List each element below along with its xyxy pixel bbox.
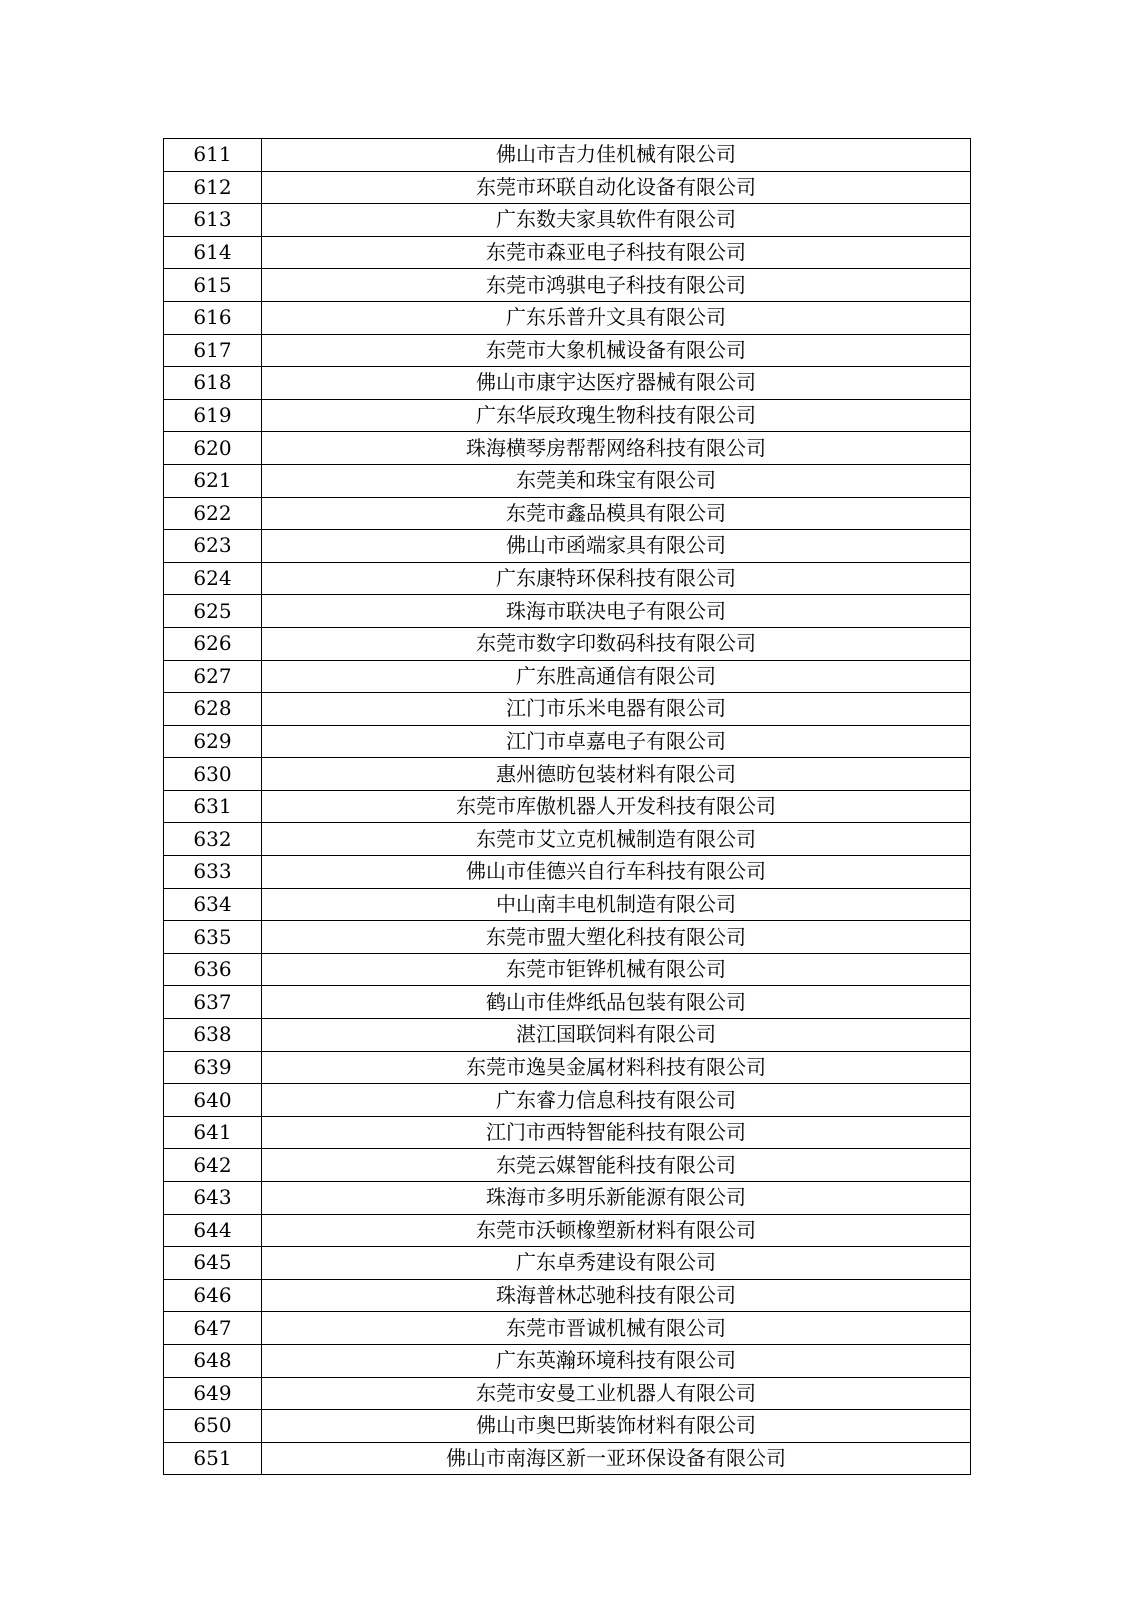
table-row <box>164 367 971 400</box>
row-number: 636 <box>164 953 262 986</box>
company-name: 珠海横琴房帮帮网络科技有限公司 <box>262 432 971 465</box>
company-name: 江门市卓嘉电子有限公司 <box>262 725 971 758</box>
company-name: 东莞市环联自动化设备有限公司 <box>262 171 971 204</box>
table-row <box>164 236 971 269</box>
row-number: 641 <box>164 1116 262 1149</box>
table-row <box>164 399 971 432</box>
table-row <box>164 693 971 726</box>
company-name: 佛山市函端家具有限公司 <box>262 530 971 563</box>
company-name: 广东英瀚环境科技有限公司 <box>262 1344 971 1377</box>
row-number: 622 <box>164 497 262 530</box>
company-name: 广东胜高通信有限公司 <box>262 660 971 693</box>
row-number: 629 <box>164 725 262 758</box>
company-name: 江门市乐米电器有限公司 <box>262 693 971 726</box>
row-number: 639 <box>164 1051 262 1084</box>
company-name: 广东数夫家具软件有限公司 <box>262 204 971 237</box>
table-row <box>164 139 971 172</box>
table-row <box>164 595 971 628</box>
row-number: 640 <box>164 1084 262 1117</box>
company-name: 东莞市艾立克机械制造有限公司 <box>262 823 971 856</box>
row-number: 621 <box>164 464 262 497</box>
company-name: 佛山市奥巴斯装饰材料有限公司 <box>262 1410 971 1443</box>
company-name: 佛山市吉力佳机械有限公司 <box>262 139 971 172</box>
table-row <box>164 530 971 563</box>
company-name: 东莞市森亚电子科技有限公司 <box>262 236 971 269</box>
company-name: 东莞美和珠宝有限公司 <box>262 464 971 497</box>
table-row <box>164 1279 971 1312</box>
company-name: 广东睿力信息科技有限公司 <box>262 1084 971 1117</box>
company-name: 佛山市康宇达医疗器械有限公司 <box>262 367 971 400</box>
row-number: 647 <box>164 1312 262 1345</box>
company-name: 珠海普林芯驰科技有限公司 <box>262 1279 971 1312</box>
table-row <box>164 627 971 660</box>
table-row <box>164 660 971 693</box>
company-name: 东莞市逸昊金属材料科技有限公司 <box>262 1051 971 1084</box>
table-row <box>164 1442 971 1475</box>
table-row <box>164 725 971 758</box>
company-name: 东莞市大象机械设备有限公司 <box>262 334 971 367</box>
row-number: 642 <box>164 1149 262 1182</box>
company-name: 东莞市沃顿橡塑新材料有限公司 <box>262 1214 971 1247</box>
table-row <box>164 171 971 204</box>
row-number: 616 <box>164 301 262 334</box>
row-number: 620 <box>164 432 262 465</box>
row-number: 649 <box>164 1377 262 1410</box>
table-row <box>164 1377 971 1410</box>
table-row <box>164 562 971 595</box>
company-name: 东莞云媒智能科技有限公司 <box>262 1149 971 1182</box>
row-number: 628 <box>164 693 262 726</box>
table-row <box>164 790 971 823</box>
table-row <box>164 1344 971 1377</box>
table-row <box>164 921 971 954</box>
company-name: 东莞市钜铧机械有限公司 <box>262 953 971 986</box>
row-number: 650 <box>164 1410 262 1443</box>
table-row <box>164 1084 971 1117</box>
row-number: 645 <box>164 1247 262 1280</box>
row-number: 625 <box>164 595 262 628</box>
table-row <box>164 1214 971 1247</box>
table-row <box>164 1116 971 1149</box>
company-name: 佛山市南海区新一亚环保设备有限公司 <box>262 1442 971 1475</box>
row-number: 635 <box>164 921 262 954</box>
company-name: 珠海市多明乐新能源有限公司 <box>262 1182 971 1215</box>
row-number: 630 <box>164 758 262 791</box>
table-row <box>164 1149 971 1182</box>
table-row <box>164 334 971 367</box>
row-number: 631 <box>164 790 262 823</box>
company-name: 东莞市库傲机器人开发科技有限公司 <box>262 790 971 823</box>
row-number: 626 <box>164 627 262 660</box>
row-number: 619 <box>164 399 262 432</box>
company-name: 佛山市佳德兴自行车科技有限公司 <box>262 856 971 889</box>
row-number: 623 <box>164 530 262 563</box>
row-number: 633 <box>164 856 262 889</box>
table-row <box>164 432 971 465</box>
company-name: 东莞市鸿骐电子科技有限公司 <box>262 269 971 302</box>
row-number: 632 <box>164 823 262 856</box>
table-row <box>164 204 971 237</box>
row-number: 644 <box>164 1214 262 1247</box>
table-row <box>164 856 971 889</box>
row-number: 646 <box>164 1279 262 1312</box>
company-name: 中山南丰电机制造有限公司 <box>262 888 971 921</box>
company-name: 东莞市晋诚机械有限公司 <box>262 1312 971 1345</box>
company-list-table <box>163 138 971 1475</box>
company-name: 江门市西特智能科技有限公司 <box>262 1116 971 1149</box>
company-name: 珠海市联决电子有限公司 <box>262 595 971 628</box>
table-body <box>164 139 971 1475</box>
company-name: 东莞市数字印数码科技有限公司 <box>262 627 971 660</box>
row-number: 637 <box>164 986 262 1019</box>
table-row <box>164 497 971 530</box>
table-row <box>164 888 971 921</box>
table-row <box>164 464 971 497</box>
table-row <box>164 269 971 302</box>
row-number: 612 <box>164 171 262 204</box>
table-row <box>164 823 971 856</box>
row-number: 627 <box>164 660 262 693</box>
company-name: 广东康特环保科技有限公司 <box>262 562 971 595</box>
table-row <box>164 1410 971 1443</box>
row-number: 643 <box>164 1182 262 1215</box>
company-name: 惠州德昉包装材料有限公司 <box>262 758 971 791</box>
table-row <box>164 1182 971 1215</box>
table-row <box>164 758 971 791</box>
table-row <box>164 1312 971 1345</box>
table-row <box>164 953 971 986</box>
company-name: 鹤山市佳烨纸品包装有限公司 <box>262 986 971 1019</box>
company-name: 东莞市鑫品模具有限公司 <box>262 497 971 530</box>
company-name: 东莞市盟大塑化科技有限公司 <box>262 921 971 954</box>
table-row <box>164 1019 971 1052</box>
company-name: 广东卓秀建设有限公司 <box>262 1247 971 1280</box>
row-number: 617 <box>164 334 262 367</box>
row-number: 638 <box>164 1019 262 1052</box>
row-number: 611 <box>164 139 262 172</box>
company-name: 东莞市安曼工业机器人有限公司 <box>262 1377 971 1410</box>
row-number: 614 <box>164 236 262 269</box>
table-row <box>164 301 971 334</box>
table-row <box>164 986 971 1019</box>
company-name: 广东华辰玫瑰生物科技有限公司 <box>262 399 971 432</box>
row-number: 613 <box>164 204 262 237</box>
row-number: 634 <box>164 888 262 921</box>
row-number: 624 <box>164 562 262 595</box>
table-row <box>164 1247 971 1280</box>
row-number: 615 <box>164 269 262 302</box>
table-row <box>164 1051 971 1084</box>
company-name: 广东乐普升文具有限公司 <box>262 301 971 334</box>
row-number: 651 <box>164 1442 262 1475</box>
company-name: 湛江国联饲料有限公司 <box>262 1019 971 1052</box>
row-number: 618 <box>164 367 262 400</box>
row-number: 648 <box>164 1344 262 1377</box>
